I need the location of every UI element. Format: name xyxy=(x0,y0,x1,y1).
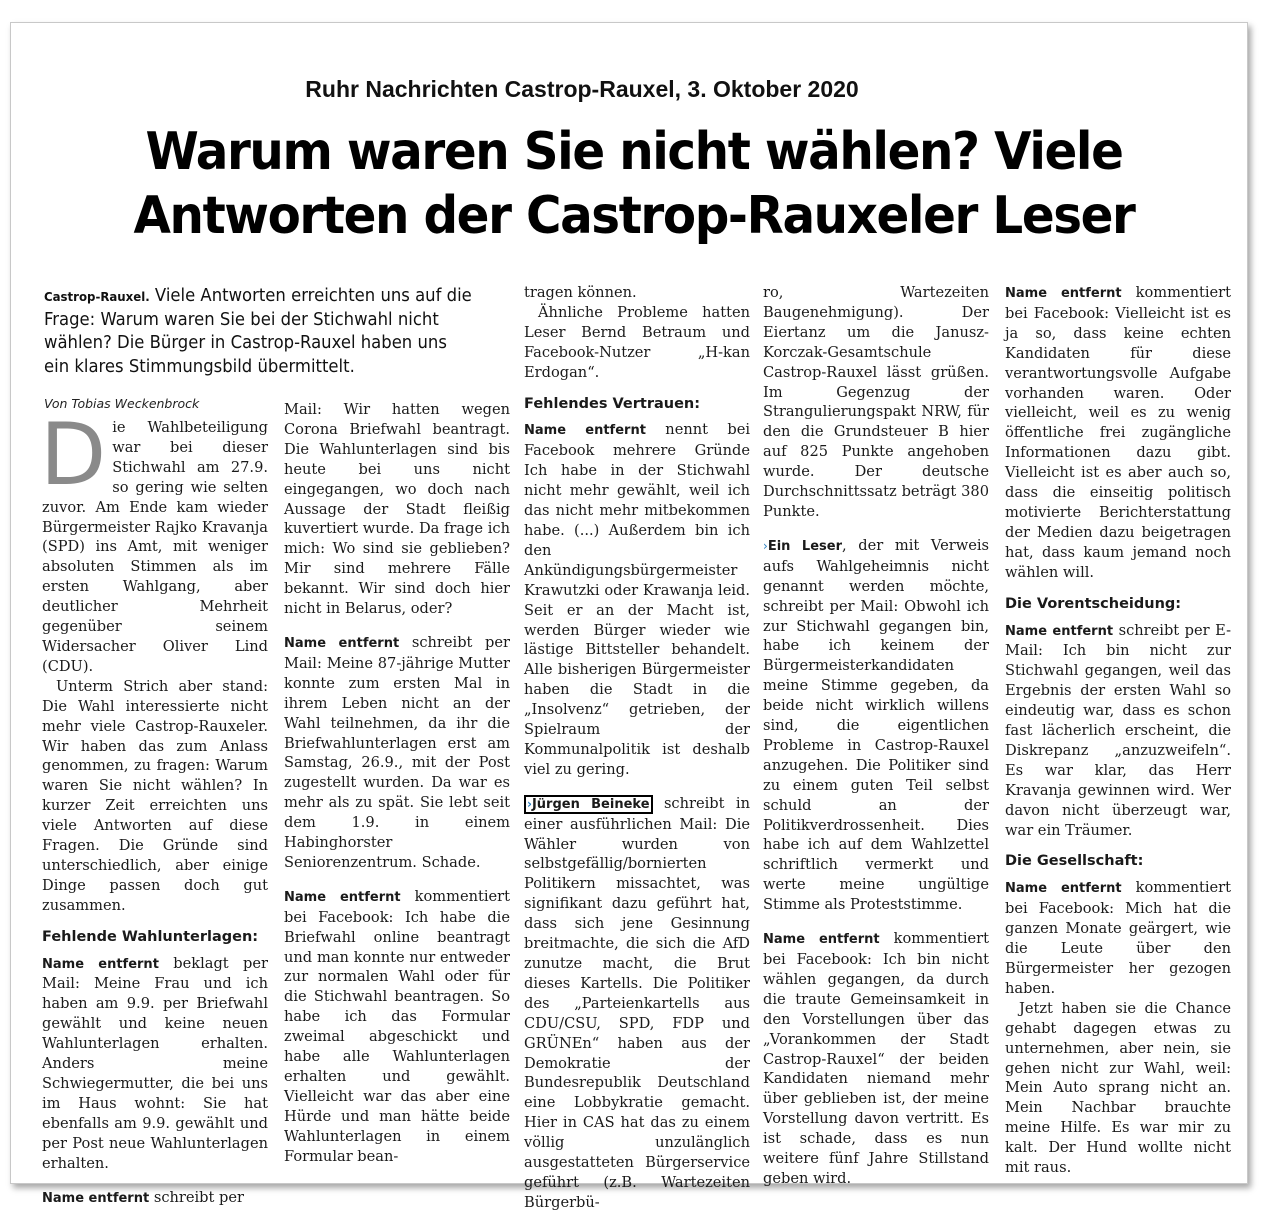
column-5 xyxy=(1005,283,1231,1178)
author-name: Name entfernt xyxy=(42,956,159,972)
paragraph: Name entfernt kommentiert bei Facebook: Mich hat die ganzen Monate geärgert, wie die Leute über den Bürgermeister her gezogen haben. xyxy=(1005,879,1231,997)
section-heading: Die Gesellschaft: xyxy=(1005,853,1144,870)
arrow-icon: › xyxy=(763,538,768,553)
paragraph: ro, Wartezeiten Baugenehmigung). Der Eiertanz um die Janusz-Korczak-Gesamtschule Castrop-Rauxel lässt grüßen. Im Gegenzug der Strangulierungspakt NRW, für den die Grundsteuer B hier auf 825 Punkte angehoben wurde. Der deutsche Durchschnittssatz beträgt 380 Punkte. xyxy=(763,284,989,520)
byline: Von Tobias Weckenbrock xyxy=(44,396,200,411)
paragraph: ›Jürgen Beineke schreibt in einer ausführlichen Mail: Die Wähler wurden von selbstgefällig/bornierten Politikern missachtet, was signifikant dazu geführt hat, dass sich jene Gesinnung breitmachte, die sich die AfD zunutze macht, die Brut dieses Kartells. Die Politiker des „Parteienkartells aus CDU/CSU, SPD, FDP und GRÜNEn“ haben aus der Demokratie der Bundesrepublik Deutschland eine Lobbykratie gemacht. Hier in CAS hat das zu einem völlig unzulänglich ausgestatteten Bürgerservice geführt (z.B. Wartezeiten Bürgerbü- xyxy=(524,794,750,1211)
intro-body: Viele Antworten erreichten uns auf die Frage: Warum waren Sie bei der Stichwahl nicht wählen? Die Bürger in Castrop-Rauxel haben uns ein klares Stimmungsbild übermittelt. xyxy=(44,286,472,377)
column-3 xyxy=(524,283,750,1213)
section-heading: Die Vorentscheidung: xyxy=(1005,595,1182,612)
author-name: Name entfernt xyxy=(284,635,400,651)
section-heading: Fehlendes Vertrauen: xyxy=(524,395,701,412)
reader-name-box: ›Jürgen Beineke xyxy=(524,795,653,814)
author-name: Name entfernt xyxy=(284,889,401,905)
intro-text xyxy=(44,285,476,379)
column-2 xyxy=(284,400,510,1167)
headline: Warum waren Sie nicht wählen? Viele Antworten der Castrop-Rauxeler Leser xyxy=(133,122,1135,246)
paragraph: Name entfernt beklagt per Mail: Meine Frau und ich haben am 9.9. per Briefwahl gewählt und keine neuen Wahlunterlagen erhalten. Anders meine Schwiegermutter, die bei uns im Haus wohnt: Sie hat ebenfalls am 9.9. gewählt und per Post neue Wahlunterlagen erhalten. xyxy=(42,954,268,1172)
paragraph: Name entfernt kommentiert bei Facebook: Ich bin nicht wählen gegangen, da durch die traute Gemeinsamkeit in den Vorstellungen über das „Vorankommen der Stadt Castrop-Rauxel“ der beiden Kandidaten niemand mehr über geblieben ist, der meine Vorstellung davon vertritt. Es ist schade, dass es nun weitere fünf Jahre Stillstand geben wird. xyxy=(763,930,989,1187)
column-4 xyxy=(763,283,989,1189)
author-name: Name entfernt xyxy=(1005,286,1122,301)
drop-cap: D xyxy=(40,405,107,505)
paragraph: Name entfernt nennt bei Facebook mehrere Gründe Ich habe in der Stichwahl nicht mehr gewählt, weil ich das nicht mehr mitbekommen habe. (...) Außerdem bin ich den Ankündigungsbürgermeister Krawutzki oder Krawanja leid. Seit er an der Macht ist, werden Bürger wieder wie lästige Bittsteller behandelt. Alle bisherigen Bürgermeister haben die Stadt in die „Insolvenz“ getrieben, der Spielraum der Kommunalpolitik ist deshalb viel zu gering. xyxy=(524,421,751,778)
author-name: Name entfernt xyxy=(1005,623,1114,639)
paragraph: Name entfernt schreibt per xyxy=(42,1188,244,1206)
paragraph: tragen können. xyxy=(524,284,637,301)
author-name: Name entfernt xyxy=(763,932,880,948)
reader-label: Ein Leser xyxy=(767,538,842,554)
source-line: Ruhr Nachrichten Castrop-Rauxel, 3. Oktober 2020 xyxy=(305,76,859,102)
paragraph: Jetzt haben sie die Chance gehabt dagegen etwas zu unternehmen, aber nein, sie gehen nicht zur Wahl, weil: Mein Auto sprang nicht an. Mein Nachbar brauchte meine Hilfe. Es war mir zu kalt. Der Hund wollte nicht mit raus. xyxy=(1005,999,1231,1177)
paragraph: Name entfernt schreibt per Mail: Meine 87-jährige Mutter konnte zum ersten Mal in ihrem Leben nicht an der Wahl teilnehmen, da ihr die Briefwahlunterlagen erst am Samstag, 26.9., mit der Post zugestellt wurden. Da war es mehr als zu spät. Sie lebt seit dem 1.9. in einem Habinghorster Seniorenzentrum. Schade. xyxy=(284,633,511,871)
paragraph: Unterm Strich aber stand: Die Wahl interessierte nicht mehr viele Castrop-Rauxeler. Wir haben das zum Anlass genommen, zu fragen: Warum waren Sie nicht wählen? In kurzer Zeit erreichten uns viele Antworten auf diese Fragen. Die Gründe sind unterschiedlich, aber einige Dinge passen doch gut zusammen. xyxy=(42,677,268,914)
paragraph: Name entfernt kommentiert bei Facebook: Ich habe die Briefwahl online beantragt und man konnte nur entweder zur normalen Wahl oder für die Stichwahl beantragen. So habe ich das Formular zweimal abgeschickt und habe alle Wahlunterlagen erhalten und gewählt. Vielleicht war das aber eine Hürde und man hätte beide Wahlunterlagen in einem Formular bean- xyxy=(284,887,510,1165)
paragraph: Die Wahlbeteiligung war bei dieser Stichwahl am 27.9. so gering wie selten zuvor. Am Ende kam wieder Bürgermeister Rajko Kravanja (SPD) ins Amt, mit weniger absoluten Stimmen als im ersten Wahlgang, aber deutlicher Mehrheit gegenüber seinem Widersacher Oliver Lind (CDU). xyxy=(40,405,268,675)
paragraph: ›Ein Leser, der mit Verweis aufs Wahlgeheimnis nicht genannt werden möchte, schreibt per Mail: Obwohl ich zur Stichwahl gegangen bin, habe ich keinem der Bürgermeisterkandidaten meine Stimme gegeben, da beide nicht wirklich willens sind, die eigentlichen Probleme in Castrop-Rauxel anzugehen. Die Politiker sind zu einem guten Teil selbst schuld an der Politikverdrossenheit. Dies habe ich auf dem Wahlzettel schriftlich vermerkt und werte meine ungültige Stimme als Proteststimme. xyxy=(763,536,989,914)
arrow-icon: › xyxy=(527,796,532,811)
paragraph: Name entfernt schreibt per E-Mail: Ich bin nicht zur Stichwahl gegangen, weil das Ergebnis der ersten Wahl so eindeutig war, dass es schon fast lächerlich erscheint, die Diskrepanz „anzuzweifeln“. Es war klar, das Herr Kravanja gewinnen wird. Wer davon nicht überzeugt war, war ein Träumer. xyxy=(1005,621,1232,839)
author-name: Name entfernt xyxy=(42,1190,150,1206)
paragraph: Ähnliche Probleme hatten Leser Bernd Betraum und Facebook-Nutzer „H-kan Erdogan“. xyxy=(524,303,750,381)
paragraph: Name entfernt kommentiert bei Facebook: Vielleicht ist es ja so, dass keine echten Kandidaten für diese verantwortungsvolle Aufgabe vorhanden waren. Oder vielleicht, weil es zu wenig öffentliche frei zugängliche Informationen dazu gibt. Vielleicht ist es aber auch so, dass die einseitig politisch motivierte Berichterstattung der Medien dazu beigetragen hat, dass kaum jemand noch wählen will. xyxy=(1005,284,1231,581)
intro-location: Castrop-Rauxel. xyxy=(44,289,150,304)
paragraph: Mail: Wir hatten wegen Corona Briefwahl beantragt. Die Wahlunterlagen sind bis heute bei uns nicht eingegangen, wo doch nach Aussage der Stadt fleißig kuvertiert wurde. Da frage ich mich: Wo sind sie geblieben? Mir sind mehrere Fälle bekannt. Wir sind doch hier nicht in Belarus, oder? xyxy=(284,401,510,618)
author-name: Name entfernt xyxy=(1005,881,1122,897)
column-1 xyxy=(40,405,268,1208)
section-heading: Fehlende Wahlunterlagen: xyxy=(42,928,259,945)
author-name: Name entfernt xyxy=(524,423,646,439)
